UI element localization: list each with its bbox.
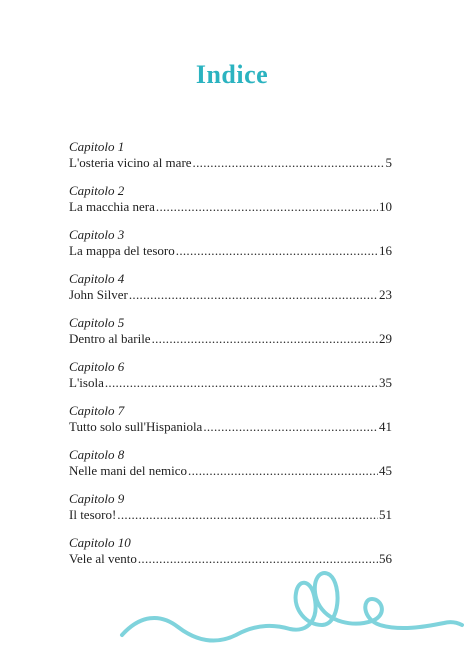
toc-row [69,507,392,523]
wave-swirl-ribbon-icon [118,565,464,656]
chapter-title: John Silver [69,287,128,302]
chapter-label: Capitolo 10 [69,535,131,550]
chapter-label: Capitolo 1 [69,139,125,154]
toc-row [69,155,392,171]
page-number: 35 [379,375,392,390]
chapter-title: Nelle mani del nemico [69,463,188,478]
chapter-label: Capitolo 2 [69,183,125,198]
chapter-label: Capitolo 6 [69,359,125,374]
page-number: 16 [379,243,392,258]
chapter-title: Tutto solo sull'Hispaniola [69,419,203,434]
page-title: Indice [195,60,269,89]
chapter-title: Il tesoro! [69,507,117,522]
toc-entry[interactable] [69,447,392,491]
page-number: 51 [379,507,392,522]
toc-entry[interactable] [69,315,392,359]
toc-row [69,375,392,391]
chapter-label: Capitolo 7 [69,403,125,418]
dot-leader [129,287,378,303]
toc-row [69,287,392,303]
toc-entry[interactable] [69,403,392,447]
dot-leader [176,243,378,259]
toc-row [69,243,392,259]
page-number: 29 [379,331,392,346]
table-of-contents [69,139,392,579]
dot-leader [203,419,378,435]
page-number: 5 [385,155,392,170]
chapter-title: La mappa del tesoro [69,243,175,258]
page-number: 45 [379,463,392,478]
toc-row [69,419,392,435]
page-number: 41 [379,419,392,434]
chapter-label: Capitolo 9 [69,491,125,506]
toc-row [69,199,392,215]
dot-leader [193,155,385,171]
chapter-title: La macchia nera [69,199,155,214]
chapter-label: Capitolo 4 [69,271,125,286]
chapter-title: Dentro al barile [69,331,151,346]
dot-leader [117,507,378,523]
dot-leader [188,463,378,479]
toc-entry[interactable] [69,139,392,183]
toc-row [69,463,392,479]
chapter-title: Vele al vento [69,551,137,566]
page-number: 10 [379,199,392,214]
dot-leader [105,375,378,391]
toc-entry[interactable] [69,359,392,403]
dot-leader [152,331,378,347]
page-number: 56 [379,551,392,566]
toc-entry[interactable] [69,227,392,271]
chapter-title: L'isola [69,375,104,390]
toc-entry[interactable] [69,183,392,227]
chapter-title: L'osteria vicino al mare [69,155,192,170]
toc-entry[interactable] [69,271,392,315]
dot-leader [156,199,378,215]
chapter-label: Capitolo 5 [69,315,125,330]
chapter-label: Capitolo 3 [69,227,125,242]
page-number: 23 [379,287,392,302]
toc-entry[interactable] [69,491,392,535]
chapter-label: Capitolo 8 [69,447,125,462]
toc-row [69,331,392,347]
